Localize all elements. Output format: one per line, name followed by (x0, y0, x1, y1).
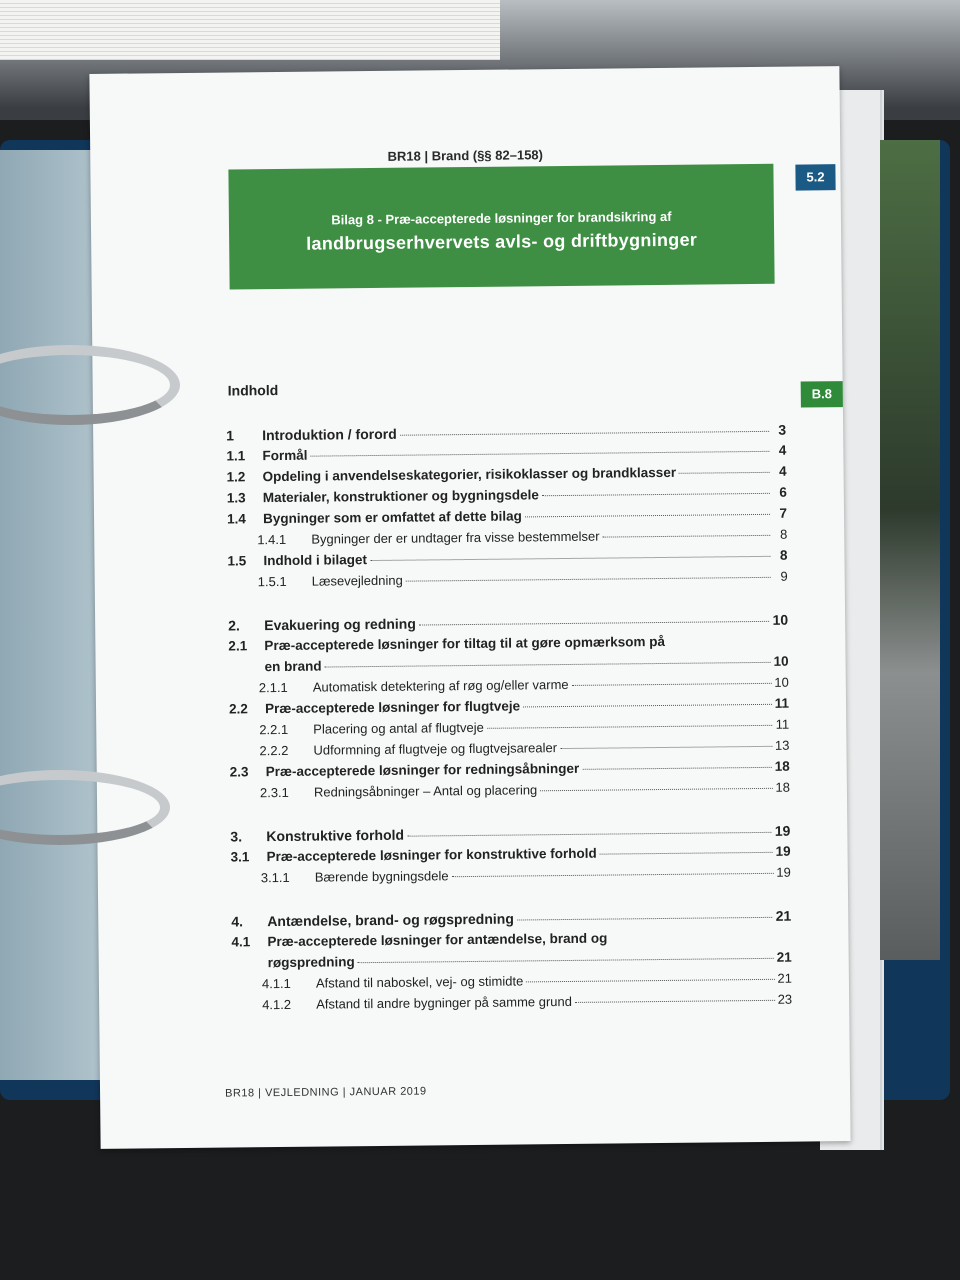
toc-title: Afstand til andre bygninger på samme grund (316, 993, 573, 1012)
toc-page: 4 (778, 442, 787, 458)
toc-number: 4.1.2 (262, 996, 292, 1013)
toc-title: Præ-accepterede løsninger for tiltag til at gøre opmærksom på (264, 633, 666, 654)
toc-page: 3 (778, 421, 787, 438)
toc-title: Bygninger som er omfattet af dette bilag (262, 508, 522, 527)
toc-page: 23 (777, 991, 793, 1007)
toc-title: Indhold i bilaget (263, 552, 368, 569)
toc-title-continuation: røgspredning (267, 954, 355, 971)
toc-title: Præ-accepterede løsninger for redningsåbninger (265, 760, 580, 780)
toc-number: 2.3.1 (259, 784, 289, 801)
toc-title: Opdeling i anvendelseskategorier, risikoklasser og brandklasser (262, 464, 677, 485)
toc-page: 10 (774, 674, 789, 690)
toc-leader (525, 514, 770, 518)
section-tab-b-8[interactable]: B.8 (801, 381, 843, 407)
toc-entry[interactable] (232, 992, 792, 1019)
toc-page: 8 (779, 526, 788, 542)
table-of-contents (226, 422, 792, 1019)
toc-page: 19 (775, 843, 791, 859)
toc-number: 1 (226, 427, 235, 444)
document-page (89, 66, 850, 1149)
toc-title: Bygninger der er undtager fra visse bestemmelser (311, 528, 600, 547)
toc-leader (487, 725, 772, 729)
toc-page: 9 (780, 568, 788, 584)
toc-page: 18 (774, 758, 790, 774)
toc-number: 1.5.1 (257, 573, 287, 590)
toc-title: Evakuering og redning (264, 615, 416, 634)
toc-page: 8 (779, 547, 788, 563)
toc-number: 1.4 (226, 511, 246, 527)
toc-leader (419, 621, 770, 626)
toc-number: 2.3 (229, 764, 249, 780)
toc-page: 10 (772, 611, 789, 628)
toc-title: Præ-accepterede løsninger for konstruktive forhold (266, 845, 597, 865)
toc-leader (542, 493, 770, 496)
toc-title: Formål (262, 447, 308, 464)
toc-leader (358, 958, 774, 963)
toc-leader (526, 979, 774, 983)
toc-title: Materialer, konstruktioner og bygningsdele (262, 487, 539, 506)
toc-leader (540, 788, 772, 791)
toc-page: 18 (775, 779, 790, 795)
toc-leader (560, 746, 772, 749)
toc-number: 3. (230, 828, 243, 845)
toc-page: 11 (775, 716, 790, 732)
toc-number: 1.2 (226, 469, 246, 485)
toc-leader (523, 704, 772, 708)
toc-title: Antændelse, brand- og røgspredning (267, 910, 514, 930)
toc-number: 1.1 (226, 448, 246, 464)
toc-title: Afstand til naboskel, vej- og stimidte (315, 973, 524, 991)
toc-page: 19 (774, 822, 791, 839)
running-header: BR18 | Brand (§§ 82–158) (387, 147, 544, 164)
toc-number: 2.2.2 (259, 742, 289, 759)
toc-number: 4.1 (231, 934, 251, 950)
toc-number: 3.1 (230, 849, 250, 865)
toc-number: 2.1.1 (258, 679, 288, 696)
toc-page: 21 (776, 949, 792, 965)
toc-title: Præ-accepterede løsninger for flugtveje (264, 698, 521, 717)
toc-leader (406, 577, 771, 582)
toc-leader (572, 683, 772, 686)
toc-page: 11 (774, 695, 790, 711)
toc-title: Placering og antal af flugtveje (313, 719, 484, 737)
toc-number: 1.4.1 (257, 531, 287, 548)
toc-leader (575, 1000, 775, 1003)
toc-page: 4 (778, 463, 787, 479)
toc-page: 7 (779, 505, 788, 521)
title-banner (228, 164, 774, 290)
section-tab-5-2[interactable]: 5.2 (795, 164, 835, 190)
toc-leader (582, 767, 771, 770)
toc-page: 6 (779, 484, 787, 500)
toc-number: 4.1.1 (261, 975, 291, 992)
toc-number: 1.5 (227, 553, 247, 569)
paper-stack (0, 0, 500, 60)
toc-leader (603, 535, 771, 538)
toc-title: Konstruktive forhold (266, 826, 405, 845)
toc-leader (517, 917, 773, 921)
toc-page: 13 (774, 737, 790, 753)
toc-title: Introduktion / forord (262, 425, 397, 444)
toc-title: Redningsåbninger – Antal og placering (313, 782, 538, 800)
toc-leader (679, 472, 770, 474)
banner-title: landbrugserhvervets avls- og driftbygninger (306, 229, 698, 254)
toc-number: 3.1.1 (260, 869, 290, 886)
toc-title: Præ-accepterede løsninger for antændelse, brand og (267, 930, 608, 950)
toc-number: 2.2 (228, 701, 248, 717)
toc-leader (325, 662, 771, 668)
toc-title-continuation: en brand (264, 658, 322, 675)
toc-title: Læsevejledning (311, 572, 403, 589)
toc-number: 2.1 (228, 638, 248, 654)
toc-leader (400, 431, 769, 436)
toc-page: 19 (776, 864, 791, 880)
toc-title: Automatisk detektering af røg og/eller varme (312, 676, 569, 695)
underlying-photo-page (880, 140, 940, 960)
toc-title: Bærende bygningsdele (314, 868, 449, 885)
toc-leader (407, 832, 772, 837)
toc-page: 10 (773, 653, 789, 669)
banner-subtitle: Bilag 8 - Præ-accepterede løsninger for brandsikring af (331, 208, 672, 228)
toc-leader (370, 556, 770, 561)
toc-page: 21 (777, 970, 792, 986)
toc-number: 2.2.1 (259, 721, 289, 738)
toc-number: 1.3 (226, 490, 246, 506)
toc-leader (452, 873, 774, 877)
toc-title: Udformning af flugtveje og flugtvejsarealer (313, 740, 558, 758)
toc-number: 4. (231, 913, 244, 930)
toc-number: 2. (228, 617, 240, 634)
toc-page: 21 (775, 907, 792, 924)
toc-heading: Indhold (227, 381, 279, 399)
toc-leader (600, 852, 773, 855)
toc-leader (310, 451, 769, 457)
page-footer: BR18 | VEJLEDNING | JANUAR 2019 (225, 1085, 427, 1100)
